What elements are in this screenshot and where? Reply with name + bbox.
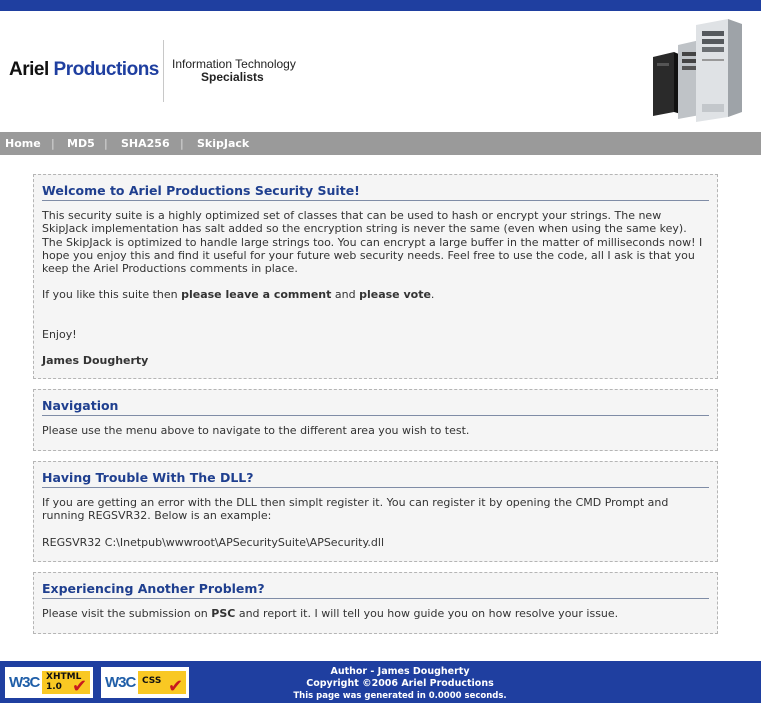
nav-separator: | — [51, 137, 55, 150]
leave-comment-text: please leave a comment — [181, 288, 332, 302]
nav-md5[interactable]: MD5 — [67, 137, 95, 150]
welcome-section — [33, 174, 718, 379]
dll-title: Having Trouble With The DLL? — [42, 470, 709, 488]
navigation-section — [33, 389, 718, 451]
vote-paragraph — [42, 288, 709, 301]
psc-link[interactable]: PSC — [211, 607, 236, 620]
problem-section — [33, 572, 718, 634]
nav-skipjack[interactable]: SkipJack — [197, 137, 250, 150]
navigation-text: Please use the menu above to navigate to the different area you wish to test. — [42, 424, 470, 437]
w3c-xhtml-badge[interactable] — [5, 667, 93, 698]
problem-text-post: and report it. I will tell you how guide you on how resolve your issue. — [235, 607, 619, 620]
nav-sha256[interactable]: SHA256 — [121, 137, 170, 150]
nav-home[interactable]: Home — [5, 137, 41, 150]
logo-word-productions: Productions — [53, 59, 159, 80]
welcome-title: Welcome to Ariel Productions Security Suite! — [42, 183, 709, 201]
vote-text-pre: If you like this suite then — [42, 288, 182, 302]
problem-title: Experiencing Another Problem? — [42, 581, 709, 599]
main-nav — [0, 132, 761, 155]
navigation-title: Navigation — [42, 398, 709, 416]
dll-section — [33, 461, 718, 562]
xhtml-version: 1.0 — [46, 682, 62, 692]
dll-example: REGSVR32 C:\Inetpub\wwwroot\APSecuritySuite\APSecurity.dll — [42, 535, 385, 549]
enjoy-text: Enjoy! — [42, 327, 77, 341]
problem-text-pre: Please visit the submission on — [42, 607, 212, 620]
w3c-logo-text: W3C — [9, 674, 40, 691]
welcome-paragraph: This security suite is a highly optimized set of classes that can be used to hash or encrypt your strings. The new SkipJack implementation has salt added so the encryption string is never the same (even when using the same key). The SkipJack is optimized to handle large strings too. You can encrypt a large buffer in the matter of milliseconds now! I hope you enjoy this and find it useful for your future web security needs. Feel free to use the code, all I ask is that you keep the Ariel Productions comments in place. — [42, 209, 703, 276]
w3c-css-badge[interactable] — [101, 667, 189, 698]
signature: James Dougherty — [42, 354, 149, 368]
navigation-body — [42, 424, 709, 437]
header-divider — [163, 40, 164, 102]
footer-author: Author - James Dougherty — [330, 666, 470, 677]
vote-text-post: . — [430, 288, 435, 302]
vote-text-mid: and — [331, 288, 360, 302]
nav-separator: | — [104, 137, 108, 150]
footer-copyright: Copyright ©2006 Ariel Productions — [306, 678, 494, 689]
xhtml-label: XHTML — [46, 672, 82, 682]
top-accent-bar — [0, 0, 761, 11]
welcome-body — [42, 209, 709, 367]
w3c-logo-text: W3C — [105, 674, 136, 691]
footer-text — [260, 666, 540, 702]
please-vote-text: please vote — [359, 288, 431, 302]
site-tagline — [172, 58, 296, 84]
dll-body — [42, 496, 709, 549]
checkmark-icon: ✔ — [72, 676, 88, 697]
site-logo[interactable] — [9, 59, 159, 81]
dll-text: If you are getting an error with the DLL then simplt register it. You can register it by opening the CMD Prompt and running REGSVR32. Below is an example: — [42, 496, 669, 523]
tagline-line2: Specialists — [201, 70, 264, 84]
badge-css-label: CSS — [142, 676, 162, 686]
problem-body — [42, 607, 709, 620]
logo-word-ariel: Ariel — [9, 59, 49, 80]
nav-separator: | — [180, 137, 184, 150]
server-tower-icon — [650, 19, 745, 122]
footer-generated: This page was generated in 0.0000 seconds. — [293, 691, 507, 701]
checkmark-icon: ✔ — [168, 676, 184, 697]
problem-text — [42, 607, 709, 620]
tagline-line1: Information Technology — [172, 57, 296, 71]
